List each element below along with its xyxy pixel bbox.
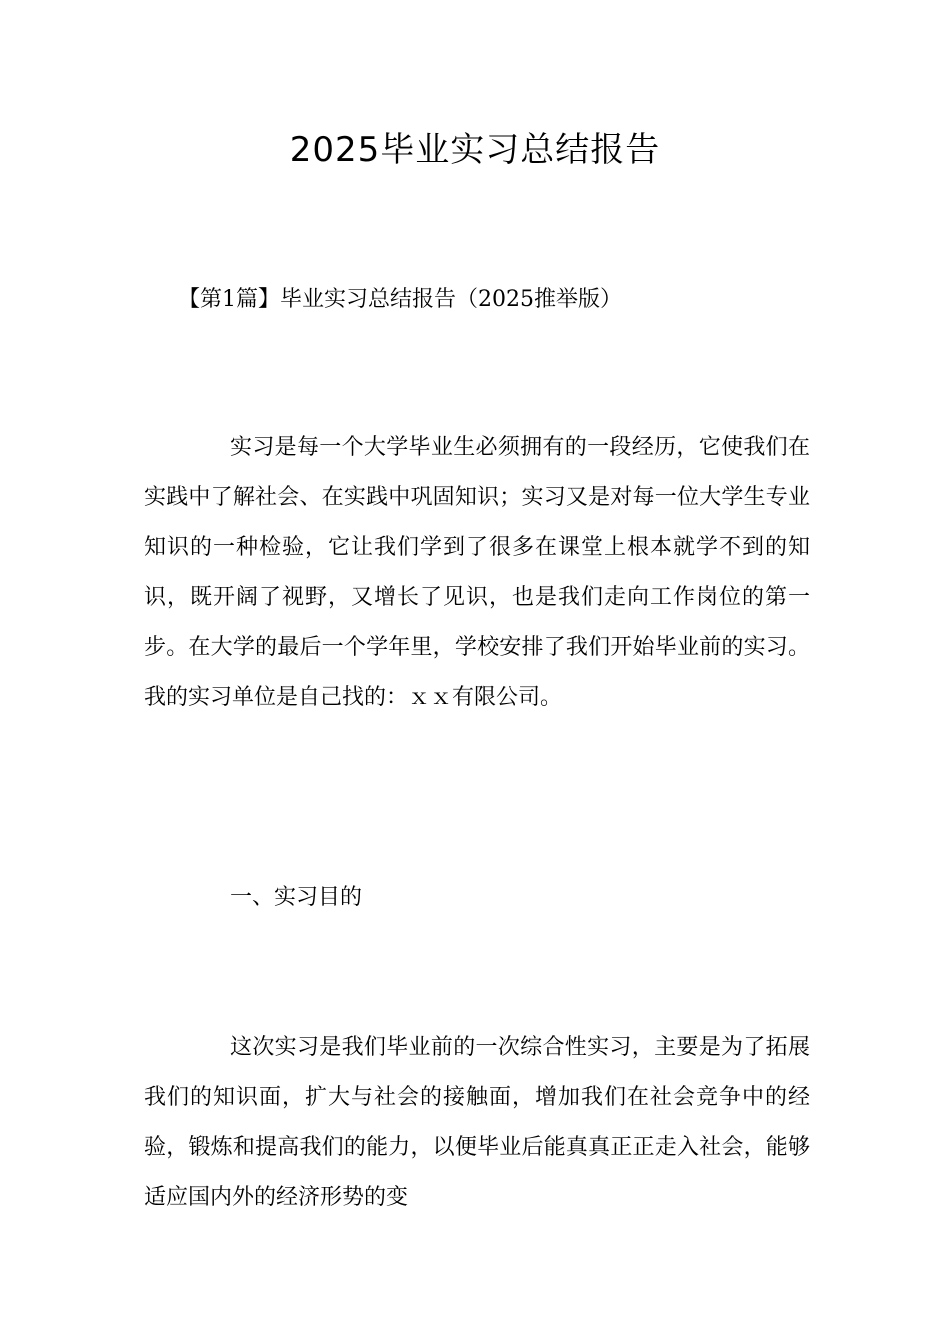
body-paragraph-intro: 实习是每一个大学毕业生必须拥有的一段经历，它使我们在实践中了解社会、在实践中巩固知识；实习又是对每一位大学生专业知识的一种检验，它让我们学到了很多在课堂上根本就学不到的知识，既开阔了视野，又增长了见识，也是我们走向工作岗位的第一步。在大学的最后一个学年里，学校安排了我们开始毕业前的实习。我的实习单位是自己找的：ｘｘ有限公司。 bbox=[144, 435, 810, 710]
document-title: 2025毕业实习总结报告 bbox=[289, 130, 661, 170]
article-subtitle: 【第1篇】毕业实习总结报告（2025推举版） bbox=[178, 287, 622, 312]
section-heading-purpose: 一、实习目的 bbox=[230, 885, 363, 910]
body-paragraph-purpose: 这次实习是我们毕业前的一次综合性实习，主要是为了拓展我们的知识面，扩大与社会的接触面，增加我们在社会竞争中的经验，锻炼和提高我们的能力，以便毕业后能真真正正走入社会，能够适应国内外的经济形势的变 bbox=[144, 1035, 810, 1210]
